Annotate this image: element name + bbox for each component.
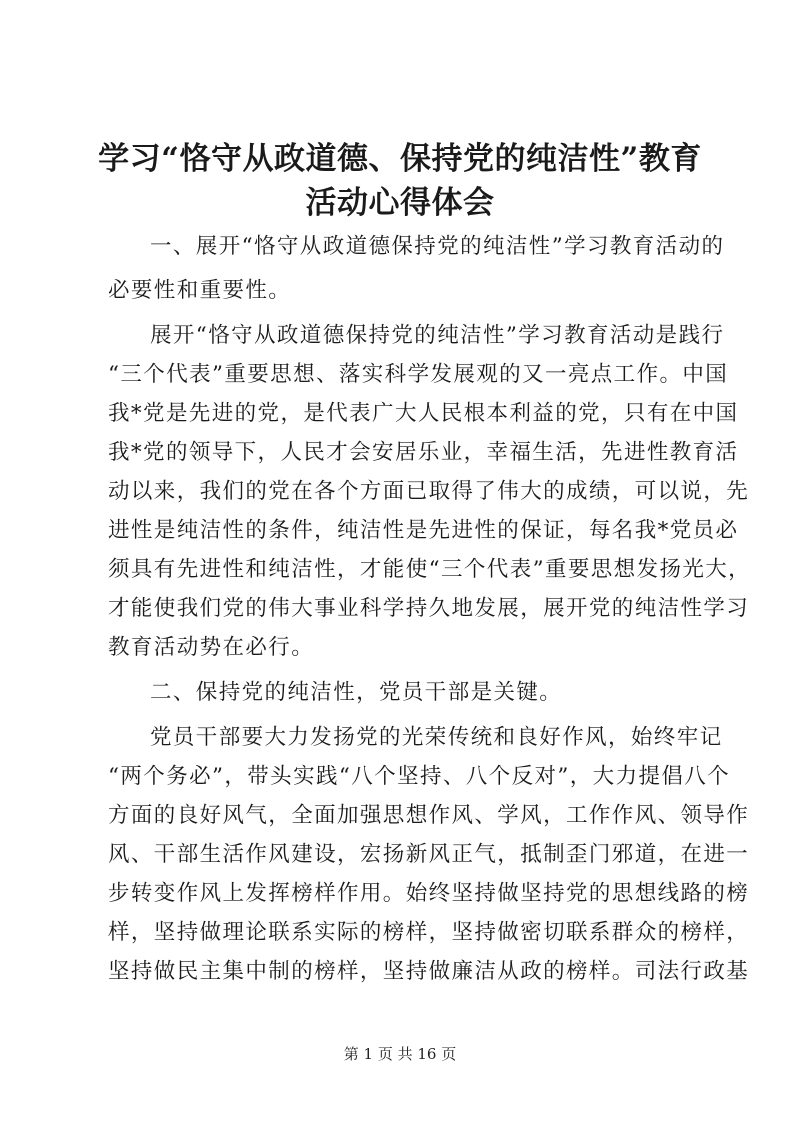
body-line: 样，坚持做理论联系实际的榜样，坚持做密切联系群众的榜样， — [108, 920, 750, 945]
document-title-line-2: 活动心得体会 — [305, 185, 495, 221]
body-line: 我*党的领导下，人民才会安居乐业，幸福生活，先进性教育活 — [108, 440, 739, 465]
body-line: 动以来，我们的党在各个方面已取得了伟大的成绩，可以说，先 — [108, 479, 750, 504]
body-line: 党员干部要大力发扬党的光荣传统和良好作风，始终牢记 — [150, 725, 723, 750]
body-line: 坚持做民主集中制的榜样，坚持做廉洁从政的榜样。司法行政基 — [108, 959, 750, 984]
body-line: 展开“恪守从政道德保持党的纯洁性”学习教育活动是践行 — [150, 323, 725, 348]
body-line: 须具有先进性和纯洁性，才能使“三个代表”重要思想发扬光大， — [108, 557, 752, 582]
page-footer: 第 1 页 共 16 页 — [343, 1045, 457, 1063]
section-heading-2: 二、保持党的纯洁性，党员干部是关键。 — [150, 680, 563, 705]
body-line: 方面的良好风气，全面加强思想作风、学风，工作作风、领导作 — [108, 803, 750, 828]
body-line: 教育活动势在必行。 — [108, 635, 315, 660]
body-line: 风、干部生活作风建设，宏扬新风正气，抵制歪门邪道，在进一 — [108, 842, 750, 867]
body-line: “两个务必”，带头实践“八个坚持、八个反对”，大力提倡八个 — [108, 764, 731, 789]
body-line: 必要性和重要性。 — [108, 278, 292, 303]
section-heading-1: 一、展开“恪守从政道德保持党的纯洁性”学习教育活动的 — [150, 234, 725, 259]
body-line: 我*党是先进的党，是代表广大人民根本利益的党，只有在中国 — [108, 401, 739, 426]
body-line: “三个代表”重要思想、落实科学发展观的又一亮点工作。中国 — [108, 362, 729, 387]
body-line: 进性是纯洁性的条件，纯洁性是先进性的保证，每名我*党员必 — [108, 518, 739, 543]
body-line: 步转变作风上发挥榜样作用。始终坚持做坚持党的思想线路的榜 — [108, 881, 750, 906]
body-line: 才能使我们党的伟大事业科学持久地发展，展开党的纯洁性学习 — [108, 596, 750, 621]
document-title-line-1: 学习“恪守从政道德、保持党的纯洁性”教育 — [98, 141, 702, 177]
